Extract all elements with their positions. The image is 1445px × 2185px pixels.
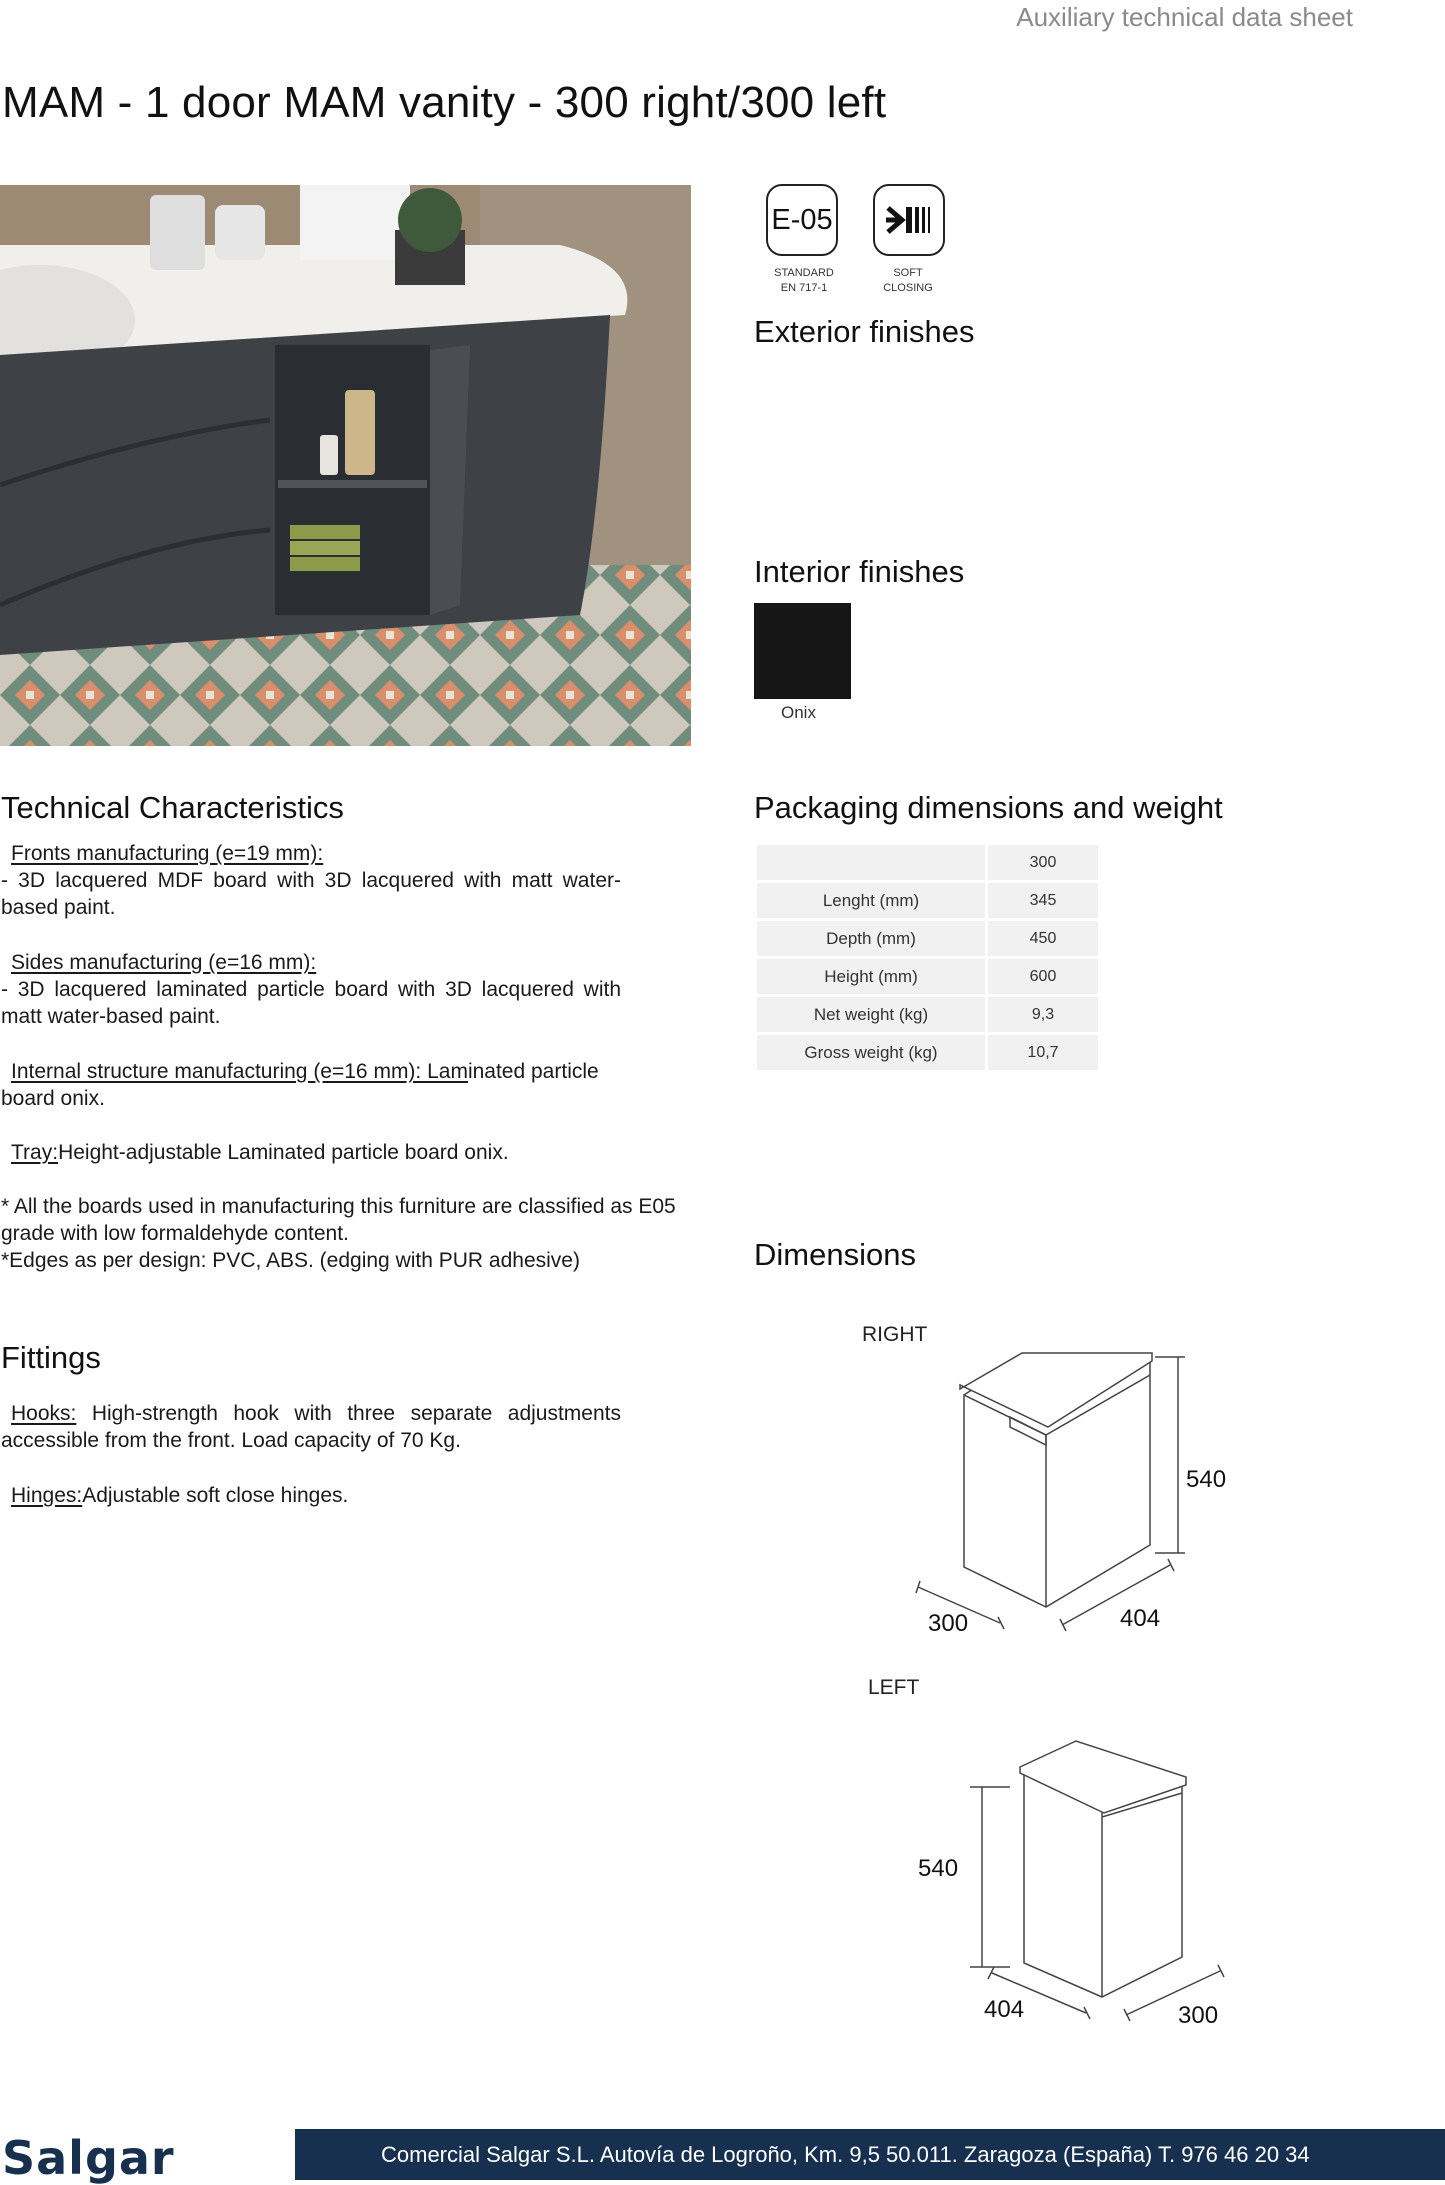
row-value: 10,7 bbox=[988, 1035, 1098, 1070]
right-depth: 404 bbox=[1120, 1605, 1161, 1632]
tray-text: Height-adjustable Laminated particle board onix. bbox=[58, 1141, 509, 1164]
internal-text: inated particle board onix. bbox=[1, 1060, 599, 1110]
row-value: 345 bbox=[988, 883, 1098, 918]
fronts-block bbox=[1, 840, 621, 921]
technical-title: Technical Characteristics bbox=[1, 790, 344, 825]
left-depth: 404 bbox=[984, 1996, 1025, 2023]
table-row bbox=[757, 1035, 1098, 1070]
fronts-heading: Fronts manufacturing (e=19 mm): bbox=[11, 842, 324, 865]
salgar-logo: Salgar bbox=[2, 2131, 175, 2185]
table-header-row bbox=[757, 845, 1098, 880]
left-label: LEFT bbox=[868, 1676, 920, 1699]
internal-block bbox=[1, 1058, 621, 1112]
fittings-title: Fittings bbox=[1, 1340, 101, 1375]
tray-heading: Tray: bbox=[11, 1141, 59, 1164]
table-row bbox=[757, 959, 1098, 994]
row-label: Gross weight (kg) bbox=[757, 1035, 985, 1070]
finish-swatch bbox=[754, 603, 851, 699]
row-value: 600 bbox=[988, 959, 1098, 994]
hinges-heading: Hinges: bbox=[11, 1484, 83, 1507]
hooks-heading: Hooks: bbox=[11, 1402, 77, 1425]
hinges-text: Adjustable soft close hinges. bbox=[82, 1484, 349, 1507]
hooks-text: High-strength hook with three separate adjustments accessible from the front. Load capacity of 70 Kg. bbox=[1, 1402, 621, 1452]
dimensions-title: Dimensions bbox=[754, 1237, 916, 1272]
fronts-text: - 3D lacquered MDF board with 3D lacquered with matt water-based paint. bbox=[1, 869, 621, 919]
sides-text: - 3D lacquered laminated particle board with 3D lacquered with matt water-based paint. bbox=[1, 978, 621, 1028]
sides-block bbox=[1, 949, 621, 1030]
table-row bbox=[757, 921, 1098, 956]
note-edges: *Edges as per design: PVC, ABS. (edging with PUR adhesive) bbox=[1, 1249, 580, 1272]
table-corner bbox=[757, 845, 985, 880]
row-label: Net weight (kg) bbox=[757, 997, 985, 1032]
standard-caption: STANDARD EN 717-1 bbox=[774, 267, 834, 294]
standard-badge-icon: E-05 bbox=[766, 184, 838, 256]
soft-closing-icon bbox=[873, 184, 945, 256]
row-label: Lenght (mm) bbox=[757, 883, 985, 918]
left-height: 540 bbox=[918, 1855, 959, 1882]
right-cabinet-drawing bbox=[900, 1345, 1220, 1645]
footer-address: Comercial Salgar S.L. Autovía de Logroño, Km. 9,5 50.011. Zaragoza (España) T. 976 46 20 34 bbox=[381, 2141, 1310, 2167]
packaging-table bbox=[754, 842, 1101, 1073]
footer-address-bar bbox=[295, 2129, 1445, 2180]
packaging-title: Packaging dimensions and weight bbox=[754, 790, 1223, 825]
right-width: 300 bbox=[928, 1610, 969, 1637]
hinges-block bbox=[1, 1482, 621, 1509]
finish-swatch-label: Onix bbox=[781, 703, 816, 722]
row-label: Height (mm) bbox=[757, 959, 985, 994]
row-label: Depth (mm) bbox=[757, 921, 985, 956]
right-height: 540 bbox=[1186, 1466, 1227, 1493]
interior-finishes-title: Interior finishes bbox=[754, 554, 965, 589]
row-value: 9,3 bbox=[988, 997, 1098, 1032]
product-photo bbox=[0, 185, 691, 746]
left-width: 300 bbox=[1178, 2002, 1219, 2029]
table-column-header: 300 bbox=[988, 845, 1098, 880]
table-row bbox=[757, 883, 1098, 918]
note-formaldehyde: * All the boards used in manufacturing this furniture are classified as E05 grade with low formaldehyde content. bbox=[1, 1195, 676, 1245]
exterior-finishes-title: Exterior finishes bbox=[754, 314, 975, 349]
page-title: MAM - 1 door MAM vanity - 300 right/300 left bbox=[2, 78, 887, 127]
notes-block bbox=[1, 1193, 681, 1274]
tray-block bbox=[1, 1139, 621, 1166]
row-value: 450 bbox=[988, 921, 1098, 956]
right-label: RIGHT bbox=[862, 1323, 928, 1346]
sides-heading: Sides manufacturing (e=16 mm): bbox=[11, 951, 317, 974]
soft-closing-caption: SOFT CLOSING bbox=[883, 267, 933, 294]
header-label: Auxiliary technical data sheet bbox=[1016, 2, 1353, 32]
internal-heading: Internal structure manufacturing (e=16 mm): Lam bbox=[11, 1060, 468, 1083]
table-row bbox=[757, 997, 1098, 1032]
hooks-block bbox=[1, 1400, 621, 1454]
